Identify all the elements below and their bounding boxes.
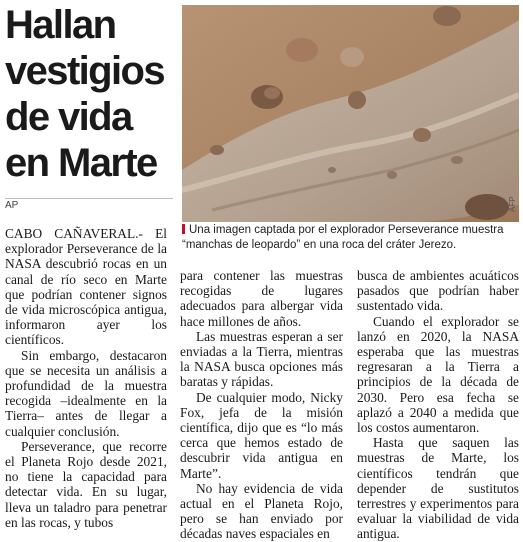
- article-column-3: [357, 268, 519, 542]
- article-paragraph: No hay evidencia de vida actual en el Planeta Rojo, pero se han enviado por décadas naves espaciales en: [180, 480, 343, 542]
- article-paragraph: para contener las muestras recogidas de lugares adecuados para albergar vida hace millones de años.: [180, 268, 343, 329]
- article-paragraph: busca de ambientes acuáticos pasados que podrían haber sustentado vida.: [357, 268, 519, 314]
- byline: AP: [5, 200, 19, 211]
- headline: Hallan vestigios de vida en Marte: [5, 3, 164, 185]
- photo-caption: [182, 223, 519, 253]
- photo-credit: AFP: [508, 196, 517, 212]
- mars-rock-image: [182, 5, 519, 222]
- dateline: CABO CAÑAVERAL.-: [5, 226, 143, 241]
- article-paragraph: CABO CAÑAVERAL.- El explorador Perseverance de la NASA descubrió rocas en un canal de río seco en Marte que podrían contener signos de vida microscópica antigua, informaron ayer los científicos.: [5, 226, 167, 348]
- article-paragraph: Las muestras esperan a ser enviadas a la Tierra, mientras la NASA busca opciones más baratas y rápidas.: [180, 328, 343, 390]
- article-column-1: [5, 226, 167, 530]
- byline-divider: [5, 198, 173, 199]
- article-paragraph: Sin embargo, destacaron que se necesita un análisis a profundidad de la muestra recogida –idealmente en la Tierra– antes de llegar a cualquier conclusión.: [5, 347, 167, 439]
- caption-text: Una imagen captada por el explorador Perseverance muestra “manchas de leopardo” en una roca del cráter Jerezo.: [182, 224, 504, 251]
- article-paragraph: Perseverance, que recorre el Planeta Rojo desde 2021, no tiene la capacidad para detectar vida. En su lugar, lleva un taladro para penetrar en las rocas, y tubos: [5, 438, 167, 530]
- mars-rock-photo: [182, 5, 519, 222]
- article-paragraph: Cuando el explorador se lanzó en 2020, la NASA esperaba que las muestras regresaran a la Tierra a principios de la década de 2030. Pero esa fecha se aplazó a 2040 a medida que los costos aumentaron.: [357, 313, 519, 436]
- article-column-2: [180, 268, 343, 542]
- caption-marker: [182, 224, 185, 234]
- article-paragraph: Hasta que saquen las muestras de Marte, los científicos tendrán que depender de sustitutos terrestres y experimentos para evaluar la viabilidad de vida antigua.: [357, 435, 519, 542]
- article-paragraph: De cualquier modo, Nicky Fox, jefa de la misión científica, dijo que es “lo más cerca que hemos estado de descubrir vida antigua en Marte”.: [180, 389, 343, 481]
